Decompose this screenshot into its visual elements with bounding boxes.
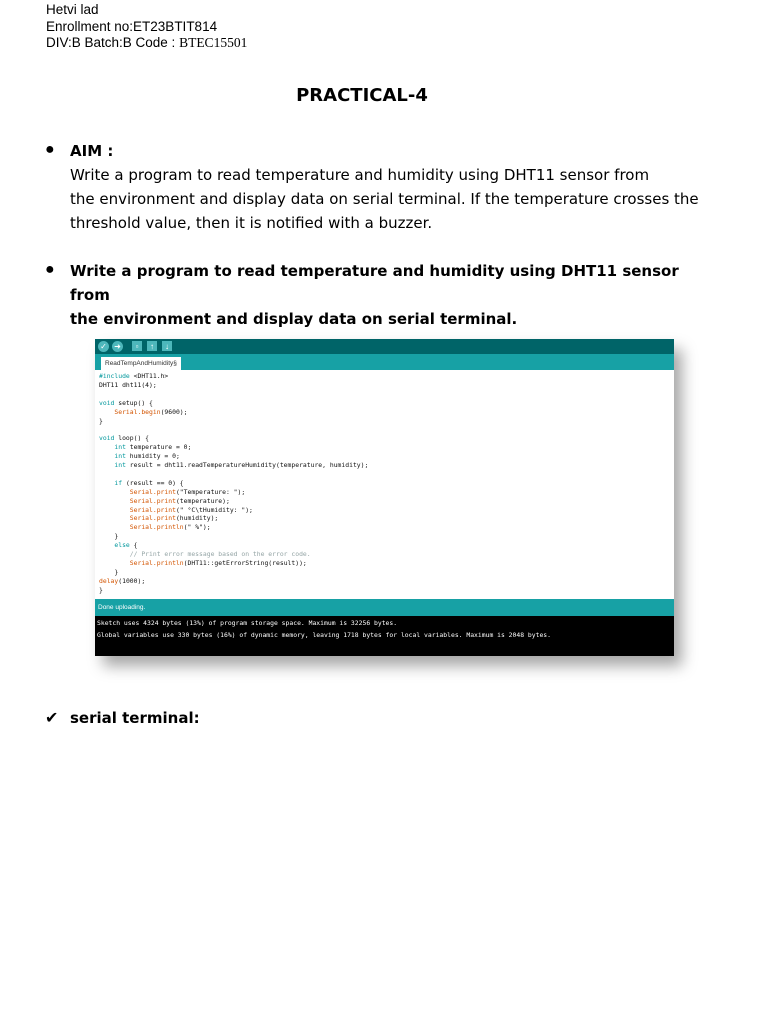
section2-bullet: ● bbox=[45, 261, 55, 278]
code-line: if (result == 0) { bbox=[114, 478, 184, 487]
aim-line-2: the environment and display data on serial terminal. If the temperature crosses the bbox=[70, 190, 699, 208]
arduino-ide-screenshot bbox=[95, 339, 674, 656]
section2-heading bbox=[70, 259, 710, 331]
checkmark-icon: ✔ bbox=[45, 710, 59, 727]
div-batch-label: DIV:B Batch:B Code : bbox=[46, 35, 180, 50]
ide-tab-bar bbox=[95, 354, 674, 370]
aim-bullet: ● bbox=[45, 141, 55, 158]
open-icon: ↑ bbox=[147, 341, 157, 351]
new-icon: ▫ bbox=[132, 341, 142, 351]
aim-text bbox=[70, 163, 720, 235]
student-header bbox=[46, 2, 247, 52]
enrollment-number: Enrollment no:ET23BTIT814 bbox=[46, 18, 218, 34]
code-line: Serial.print(temperature); bbox=[129, 496, 230, 505]
code-line: Serial.begin(9600); bbox=[114, 407, 188, 416]
code-line: else { bbox=[114, 541, 138, 550]
ide-toolbar bbox=[95, 339, 674, 354]
console-line: Sketch uses 4324 bytes (13%) of program storage space. Maximum is 32256 bytes. bbox=[97, 619, 398, 627]
aim-line-1: Write a program to read temperature and humidity using DHT11 sensor from bbox=[70, 166, 650, 184]
aim-label: AIM : bbox=[70, 142, 114, 160]
course-code: BTEC15501 bbox=[179, 35, 248, 50]
student-name: Hetvi lad bbox=[46, 2, 99, 17]
code-line: int result = dht11.readTemperatureHumidity(temperature, humidity); bbox=[114, 461, 369, 469]
section2-line-1: Write a program to read temperature and humidity using DHT11 sensor from bbox=[70, 262, 679, 304]
ide-console bbox=[95, 616, 674, 656]
code-line: } bbox=[99, 585, 103, 594]
serial-terminal-label: serial terminal: bbox=[70, 709, 200, 727]
code-line: void loop() { bbox=[99, 434, 150, 443]
console-line: Global variables use 330 bytes (16%) of dynamic memory, leaving 1718 bytes for local variables. Maximum is 2048 bytes. bbox=[97, 631, 552, 639]
page-title: PRACTICAL-4 bbox=[296, 85, 428, 106]
code-line: Serial.println(DHT11::getErrorString(result)); bbox=[129, 558, 307, 567]
code-line: Serial.println(" %"); bbox=[129, 523, 211, 532]
code-line: } bbox=[99, 416, 103, 425]
code-editor bbox=[95, 370, 674, 599]
aim-line-3: threshold value, then it is notified with a buzzer. bbox=[70, 214, 433, 232]
verify-icon: ✓ bbox=[98, 341, 109, 352]
code-line: } bbox=[99, 567, 119, 576]
code-line: Serial.print("Temperature: "); bbox=[129, 487, 246, 496]
upload-icon: ➜ bbox=[112, 341, 123, 352]
ide-status-bar: Done uploading. bbox=[95, 599, 674, 616]
code-line: DHT11 dht11(4); bbox=[99, 380, 157, 389]
code-line: int temperature = 0; bbox=[114, 443, 192, 452]
code-line: delay(1000); bbox=[99, 576, 146, 585]
code-line: int humidity = 0; bbox=[114, 452, 180, 461]
code-line: Serial.print(humidity); bbox=[129, 514, 219, 523]
code-line: #include <DHT11.h> bbox=[99, 372, 169, 380]
code-line: void setup() { bbox=[99, 398, 153, 407]
section2-line-2: the environment and display data on serial terminal. bbox=[70, 310, 518, 328]
code-line: // Print error message based on the error code. bbox=[99, 550, 311, 558]
div-batch-code bbox=[46, 35, 247, 52]
sketch-tab: ReadTempAndHumidity§ bbox=[101, 357, 181, 370]
code-line: } bbox=[99, 532, 119, 541]
save-icon: ↓ bbox=[162, 341, 172, 351]
code-line: Serial.print(" °C\tHumidity: "); bbox=[129, 505, 253, 514]
